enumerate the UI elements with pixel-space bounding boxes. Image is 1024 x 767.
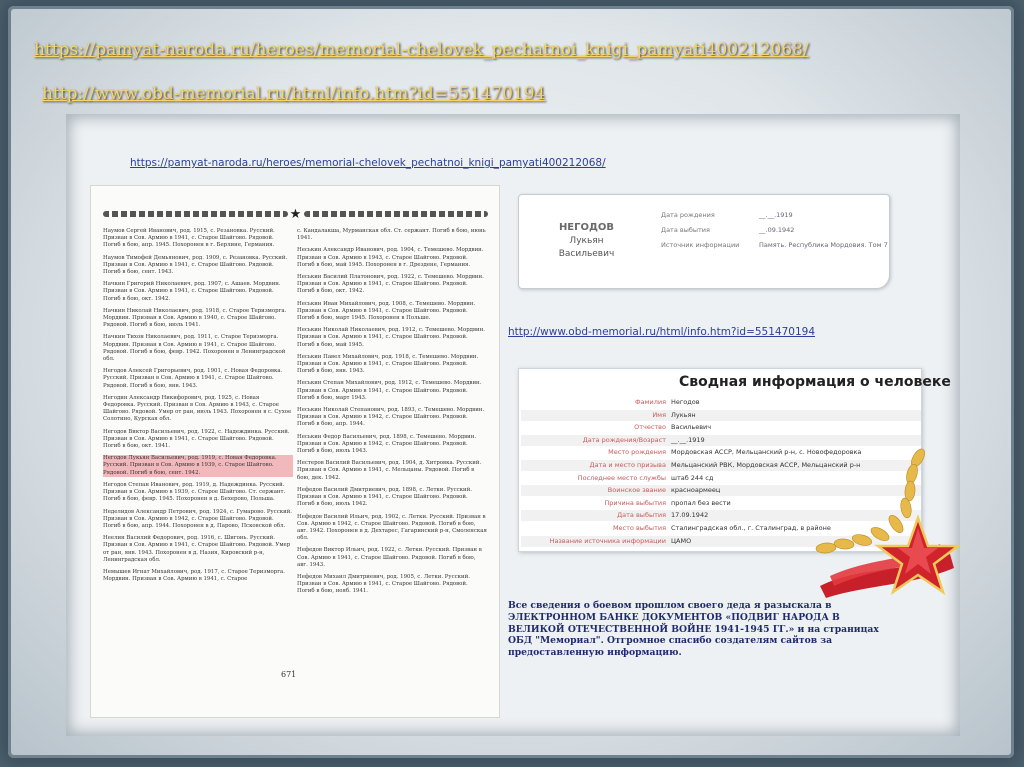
book-left-column	[103, 228, 293, 588]
book-entry: Наумов Сергей Иванович, род. 1915, с. Резановка. Русский. Призван в Сов. Армию в 1941, с. Старое Шайгово. Рядовой. Погиб в бою, апр. 1945. Похоронен в г. Берлине, Германия.	[103, 228, 275, 249]
inner-pamyat-link[interactable]: https://pamyat-naroda.ru/heroes/memorial-chelovek_pechatnoi_knigi_pamyati400212068/	[130, 157, 606, 169]
card-surname: НЕГОДОВ	[558, 222, 615, 233]
victory-star-emblem-icon	[800, 436, 960, 606]
card-field-value: __.09.1942	[759, 226, 795, 234]
book-entry: Негодов Степан Иванович, род. 1919, д. Надеждинка. Русский. Призван в Сов. Армию в 1939, с. Старое Шайгово. Ст. сержант. Погиб в бою, февр. 1945. Похоронен в д. Бехерово, Польша.	[103, 481, 286, 503]
summary-row-value: Мордовская АССР, Мельцанский р-н, с. Новофедоровка	[671, 448, 862, 457]
book-right-column	[297, 228, 487, 601]
card-name	[539, 221, 634, 261]
summary-row-label: Причина выбытия	[604, 498, 666, 507]
book-entry: Начкин Григорий Николаевич, род. 1907, с. Ашаев. Мордвин. Призван в Сов. Армию в 1941, с. Старое Шайгово. Рядовой. Погиб в бою, окт. 1942.	[103, 281, 281, 302]
summary-row-label: Последнее место службы	[577, 473, 666, 482]
summary-row	[521, 397, 921, 408]
summary-row-value: красноармеец	[671, 486, 721, 495]
summary-row-label: Воинское звание	[607, 486, 666, 495]
book-entry: Нефедов Василий Дмитриевич, род. 1898, с. Летки. Русский. Призван в Сов. Армию в 1941, с. Старое Шайгово. Рядовой. Погиб в бою, июль 1942.	[297, 486, 472, 508]
summary-row-value: Васильевич	[671, 423, 712, 432]
summary-row-value: 17.09.1942	[671, 511, 709, 520]
book-entry: Неськин Павел Михайлович, род. 1918, с. Темешево. Мордвин. Призван в Сов. Армию в 1941, с. Старое Шайгово. Рядовой. Погиб в бою, янв. 1943.	[297, 353, 479, 375]
book-entry: Нефедов Виктор Ильич, род. 1922, с. Летки. Русский. Призван в Сов. Армию в 1941, с. Старое Шайгово. Рядовой. Погиб в бою, авг. 1943.	[297, 547, 482, 568]
summary-row-label: Имя	[652, 410, 666, 419]
book-entry: с. Кандалакша, Мурманская обл. Ст. сержант. Погиб в бою, июнь 1941.	[297, 228, 486, 242]
summary-row-value: Мельцанский РВК, Мордовская АССР, Мельцанский р-н	[671, 461, 861, 469]
book-entry: Негодов Алексей Григорьевич, род. 1901, с. Новая Федоровка. Русский. Призван в Сов. Армию в 1941, с. Старое Шайгово. Рядовой. Погиб в бою, янв. 1943.	[103, 368, 283, 389]
summary-row-value: __.__.1919	[671, 435, 705, 444]
ornament-line-right	[304, 211, 489, 217]
summary-row-value: ЦАМО	[671, 536, 692, 545]
summary-row-label: Отчество	[634, 423, 666, 432]
book-entry: Неськин Николай Степанович, род. 1893, с. Темешево. Мордвин. Призван в Сов. Армию в 1942, с. Старое Шайгово. Рядовой. Погиб в бою, апр. 1944.	[297, 407, 485, 428]
summary-row-label: Место выбытия	[612, 524, 666, 532]
summary-row	[521, 422, 921, 433]
card-patronymic: Васильевич	[558, 249, 615, 259]
summary-row-label: Место рождения	[608, 448, 666, 457]
ornament-line-left	[103, 211, 288, 217]
book-entry: Наумов Тимофей Демьянович, род. 1909, с. Резановка. Русский. Призван в Сов. Армию в 1941, с. Старое Шайгово. Рядовой. Погиб в бою, сент. 1943.	[103, 254, 288, 276]
notice-text	[508, 600, 888, 659]
star-icon: ★	[289, 206, 302, 222]
card-field-value: __.__.1919	[759, 211, 793, 219]
book-entry: Неськин Александр Иванович, род. 1904, с. Темешево. Мордвин. Призван в Сов. Армию в 1943, с. Старое Шайгово. Рядовой. Погиб в бою, май 1945. Похоронен в г. Дрездене, Германия.	[297, 247, 484, 268]
book-entry: Неделидов Александр Петрович, род. 1924, с. Гумарово. Русский. Призван в Сов. Армию в 1942, с. Старое Шайгово. Рядовой. Погиб в бою, апр. 1944. Похоронен в д. Парово, Псковской обл.	[103, 508, 292, 529]
card-field-label: Источник информации	[661, 241, 740, 249]
book-entry: Неськин Степан Михайлович, род. 1912, с. Темешево. Мордвин. Призван в Сов. Армию в 1941, с. Старое Шайгово. Рядовой. Погиб в бою, март 1943.	[297, 380, 482, 401]
card-field-value: Память. Республика Мордовия. Том 7	[759, 241, 888, 249]
book-entry: Негодин Александр Никифорович, род. 1925, с. Новая Федоровка. Русский. Призван в Сов. Армию в 1943, с. Старое Шайгово. Рядовой. Умер от ран, июль 1943. Похоронен в с. Сухое Солотино, Курская обл.	[103, 394, 292, 423]
book-entry: Нефедов Михаил Дмитриевич, род. 1905, с. Летки. Русский. Призван в Сов. Армию в 1941, с. Старое Шайгово. Рядовой. Погиб в бою, нояб. 1941.	[297, 573, 470, 595]
summary-row-label: Название источника информации	[549, 536, 666, 545]
book-entry: Неськин Василий Платонович, род. 1922, с. Темешево. Мордвин. Призван в Сов. Армию в 1941, с. Старое Шайгово. Рядовой. Погиб в бою, окт. 1942.	[297, 274, 484, 295]
book-entry: Неськин Федор Васильевич, род. 1898, с. Темешево. Мордвин. Призван в Сов. Армию в 1942, с. Старое Шайгово. Рядовой. Погиб в бою, июль 1943.	[297, 433, 477, 455]
card-field-label: Дата выбытия	[661, 226, 710, 234]
obd-person-card	[518, 194, 890, 289]
summary-row-value: штаб 244 сд	[671, 473, 714, 482]
book-entry: Начкин Николай Николаевич, род. 1918, с. Старое Теризморга. Мордвин. Призван в Сов. Армию в 1940, с. Старое Шайгово. Рядовой. Погиб в бою, июль 1941.	[103, 307, 287, 329]
card-first-name: Лукьян	[569, 236, 604, 246]
book-entry: Начкин Тихон Николаевич, род. 1911, с. Старое Теризморга. Мордвин. Призван в Сов. Армию в 1941, с. Старое Шайгово. Рядовой. Погиб в бою, февр. 1942. Похоронен в Ленинградской обл.	[103, 334, 286, 363]
book-entry: Неелин Василий Федорович, род. 1916, с. Шигонь. Русский. Призван в Сов. Армию в 1941, с. Старое Шайгово. Рядовой. Умер от ран, янв. 1943. Похоронен в д. Назия, Кировский р-н, Ленинградская обл.	[103, 535, 291, 563]
book-entry: Нестеров Василий Васильевич, род. 1904, д. Хитровка. Русский. Призван в Сов. Армию в 1941, с. Мельцаны. Рядовой. Погиб в бою, дек. 1942.	[297, 460, 482, 481]
summary-row-value: пропал без вести	[671, 498, 731, 507]
summary-row-value: Сталинградская обл., г. Сталинград, в районе	[671, 524, 831, 532]
summary-title: Сводная информация о человеке	[679, 374, 951, 390]
book-entry: Негодов Виктор Васильевич, род. 1922, с. Надеждинка. Русский. Призван в Сов. Армию в 1941, с. Старое Шайгово. Рядовой. Погиб в бою, окт. 1941.	[103, 428, 290, 450]
notice-paragraph: Все сведения о боевом прошлом своего деда я разыскала в ЭЛЕКТРОННОМ БАНКЕ ДОКУМЕНТОВ «ПОДВИГ НАРОДА В ВЕЛИКОЙ ОТЕЧЕСТВЕННОЙ ВОЙНЕ 1941-1945 ГГ.» и на страницах ОБД "Мемориал". Отгромное спасибо создателям сайтов за предоставленную информацию.	[508, 600, 879, 659]
page-number: 671	[281, 670, 297, 679]
book-entry: Немышев Игнат Михайлович, род. 1917, с. Старое Теризморга. Мордвин. Призван в Сов. Армию в 1941, с. Старое	[103, 568, 285, 583]
inner-obd-link[interactable]: http://www.obd-memorial.ru/html/info.htm?id=551470194	[508, 326, 815, 338]
book-entry: Негодов Лукьян Васильевич, род. 1919, с. Новая Федоровка. Русский. Призван в Сов. Армию в 1939, с. Старое Шайгово. Рядовой. Погиб в бою, сент. 1942.	[103, 455, 293, 477]
summary-row-label: Дата рождения/Возраст	[582, 435, 666, 444]
book-entry: Неськин Иван Михайлович, род. 1908, с. Темешево. Мордвин. Призван в Сов. Армию в 1941, с. Старое Шайгово. Рядовой. Погиб в бою, март 1945. Похоронен в Польше.	[297, 300, 476, 322]
summary-row-value: Лукьян	[671, 410, 696, 419]
summary-row-value: Негодов	[671, 398, 700, 406]
summary-row-label: Фамилия	[635, 398, 666, 406]
book-entry: Неськин Николай Николаевич, род. 1912, с. Темешево. Мордвин. Призван в Сов. Армию в 1941, с. Старое Шайгово. Рядовой. Погиб в бою, май 1945.	[297, 327, 485, 348]
card-field-label: Дата рождения	[661, 211, 715, 219]
book-ornament	[103, 208, 488, 220]
obd-memorial-link[interactable]: http://www.obd-memorial.ru/html/info.htm?id=551470194	[42, 84, 546, 104]
book-entry: Нефедов Василий Ильич, род. 1902, с. Летки. Русский. Призван в Сов. Армию в 1942, с. Старое Шайгово. Рядовой. Погиб в бою, авг. 1942. Похоронен в д. Дехтарес, Гагаринский р-н, Смоленская обл.	[297, 513, 487, 542]
summary-row-label: Дата выбытия	[617, 511, 666, 520]
summary-row-label: Дата и место призыва	[589, 461, 666, 469]
pamyat-naroda-link[interactable]: https://pamyat-naroda.ru/heroes/memorial-chelovek_pechatnoi_knigi_pamyati400212068/	[34, 40, 809, 60]
memory-book-page	[90, 185, 500, 718]
summary-row	[521, 410, 921, 421]
